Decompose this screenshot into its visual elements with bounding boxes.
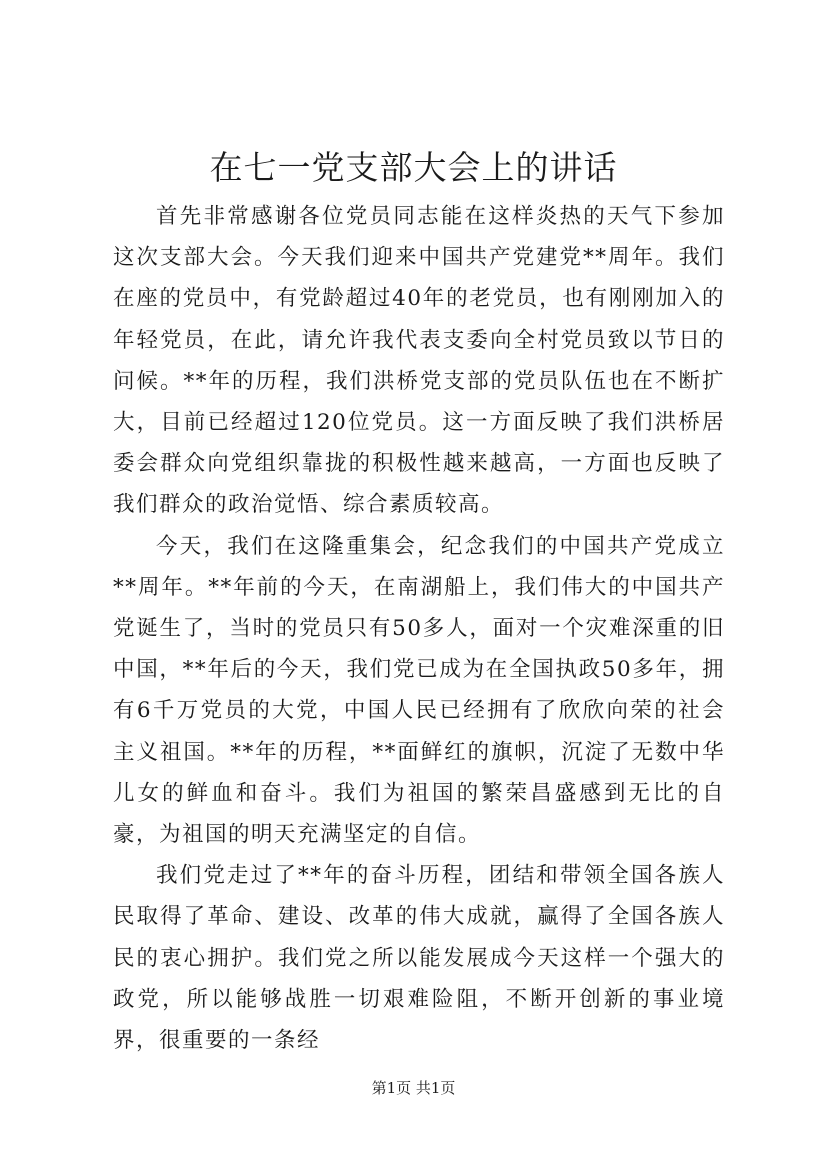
page-footer: 第1页 共1页 bbox=[371, 1079, 456, 1097]
document-body bbox=[113, 196, 725, 1061]
paragraph-2: 今天，我们在这隆重集会，纪念我们的中国共产党成立**周年。**年前的今天，在南湖船上，我们伟大的中国共产党诞生了，当时的党员只有50多人，面对一个灾难深重的旧中国，**年后的今天，我们党已成为在全国执政50多年，拥有6千万党员的大党，中国人民已经拥有了欣欣向荣的社会主义祖国。**年的历程，**面鲜红的旗帜，沉淀了无数中华儿女的鲜血和奋斗。我们为祖国的繁荣昌盛感到无比的自豪，为祖国的明天充满坚定的自信。 bbox=[113, 533, 725, 848]
document-title: 在七一党支部大会上的讲话 bbox=[209, 148, 618, 187]
paragraph-1: 首先非常感谢各位党员同志能在这样炎热的天气下参加这次支部大会。今天我们迎来中国共产党建党**周年。我们在座的党员中，有党龄超过40年的老党员，也有刚刚加入的年轻党员，在此，请允许我代表支委向全村党员致以节日的问候。**年的历程，我们洪桥党支部的党员队伍也在不断扩大，目前已经超过120位党员。这一方面反映了我们洪桥居委会群众向党组织靠拢的积极性越来越高，一方面也反映了我们群众的政治觉悟、综合素质较高。 bbox=[113, 204, 725, 518]
paragraph-3: 我们党走过了**年的奋斗历程，团结和带领全国各族人民取得了革命、建设、改革的伟大成就，赢得了全国各族人民的衷心拥护。我们党之所以能发展成今天这样一个强大的政党，所以能够战胜一切艰难险阻，不断开创新的事业境界，很重要的一条经 bbox=[113, 863, 725, 1054]
